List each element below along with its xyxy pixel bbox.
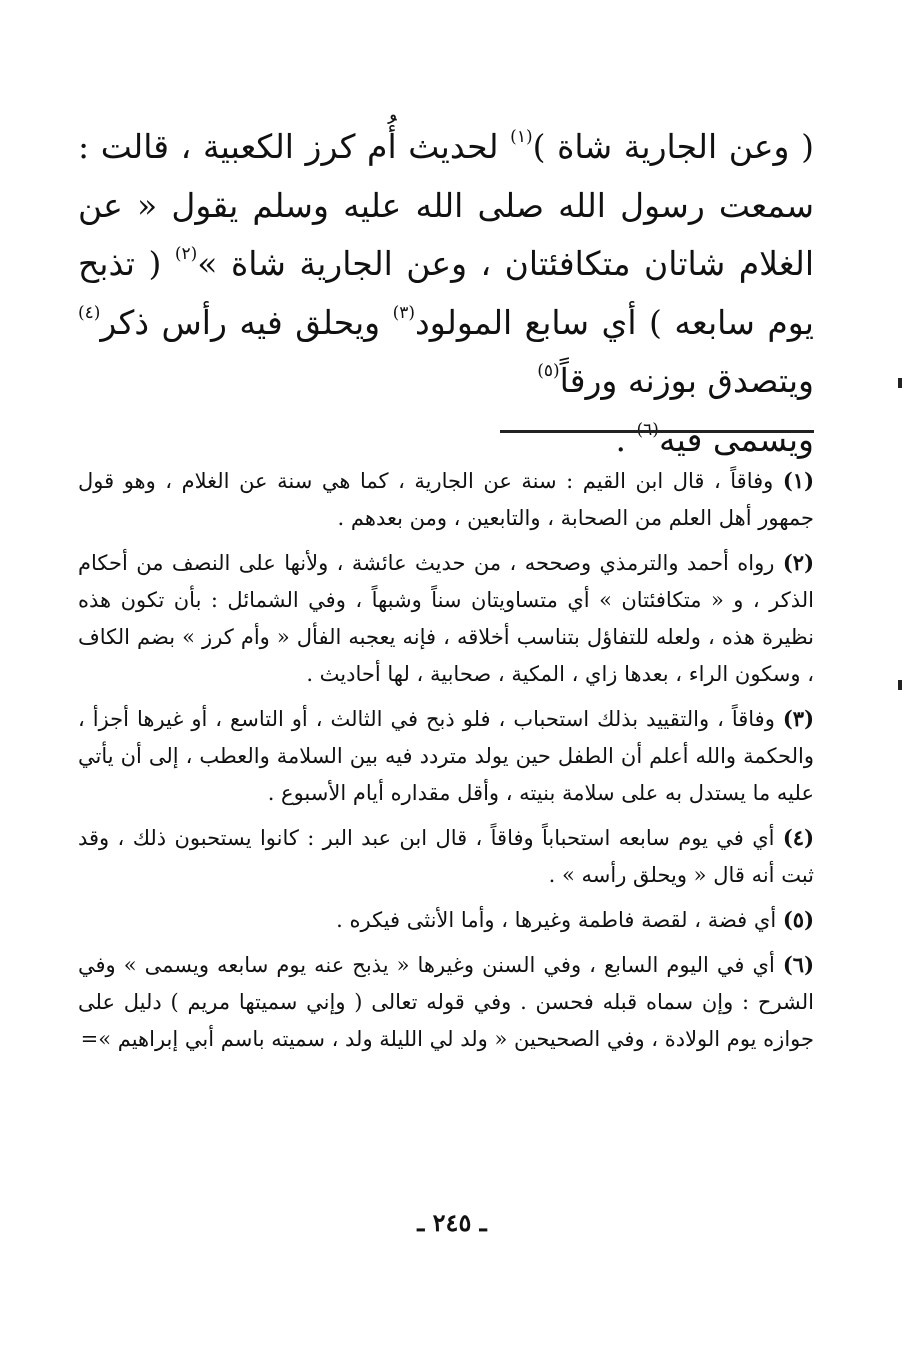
footnote-divider	[500, 430, 814, 433]
footnote-text: رواه أحمد والترمذي وصححه ، من حديث عائشة ، ولأنها على النصف من أحكام الذكر ، و « متكافئتان » أي متساويتان سناً وشبهاً ، وفي الشمائل : بأن تكون هذه نظيرة هذه ، ولعله للتفاؤل بتناسب أخلاقه ، فإنه يعجبه الفأل « وأم كرز » بضم الكاف ، وسكون الراء ، بعدها زاي ، المكية ، صحابية ، لها أحاديث .	[78, 551, 814, 686]
footnote-ref-3[interactable]: (٣)	[392, 302, 416, 323]
main-text-segment-4: ويحلق فيه رأس ذكر	[100, 302, 393, 342]
footnote-4	[78, 819, 814, 894]
footnote-number: (٦)	[782, 952, 814, 977]
footnote-number: (٤)	[782, 825, 814, 850]
footnote-text: وفاقاً ، والتقييد بذلك استحباب ، فلو ذبح في الثالث ، أو التاسع ، أو غيرها أجزأ ، والحكمة والله أعلم أن الطفل حين يولد متردد فيه بين السلامة والعطب ، إلى أن يأتي عليه ما يستدل به على سلامة بنيته ، وأقل مقداره أيام الأسبوع .	[78, 707, 814, 805]
main-text-segment-5: ويتصدق بوزنه ورقاً	[559, 361, 814, 400]
main-text-segment-6: ويسمى فيه	[658, 419, 814, 459]
footnotes-section	[78, 462, 814, 1065]
main-text-segment-2: لحديث أُم كرز الكعبية ، قالت : سمعت رسول الله صلى الله عليه وسلم يقول « عن الغلام شاتان متكافئتان ، وعن الجارية شاة »	[78, 127, 814, 283]
footnote-text: وفاقاً ، قال ابن القيم : سنة عن الجارية ، كما هي سنة عن الغلام ، وهو قول جمهور أهل العلم من الصحابة ، والتابعين ، ومن بعدهم .	[78, 469, 814, 530]
footnote-ref-1[interactable]: (١)	[510, 127, 533, 147]
footnote-6	[78, 946, 814, 1058]
footnote-5	[78, 901, 814, 939]
footnote-number: (٢)	[782, 550, 814, 575]
main-text-segment-7: .	[615, 419, 637, 459]
main-text-segment-3: ( تذبح يوم سابعه ) أي سابع المولود	[78, 244, 814, 342]
footnote-2	[78, 544, 814, 693]
footnote-ref-6[interactable]: (٦)	[636, 419, 659, 440]
footnote-ref-2[interactable]: (٢)	[174, 244, 198, 264]
main-text	[78, 118, 814, 469]
footnote-number: (٣)	[782, 706, 814, 731]
scan-edge-mark	[898, 680, 902, 690]
footnote-1	[78, 462, 814, 537]
main-text-segment-1: ( وعن الجارية شاة )	[532, 127, 814, 166]
footnote-ref-5[interactable]: (٥)	[537, 361, 560, 381]
footnote-text: أي فضة ، لقصة فاطمة وغيرها ، وأما الأنثى فيكره .	[336, 908, 783, 932]
footnote-3	[78, 700, 814, 812]
footnote-text: أي في اليوم السابع ، وفي السنن وغيرها « يذبح عنه يوم سابعه ويسمى » وفي الشرح : وإن سماه قبله فحسن . وفي قوله تعالى ( وإني سميتها مريم ) دليل على جوازه يوم الولادة ، وفي الصحيحين « ولد لي الليلة ولد ، سميته باسم أبي إبراهيم »=	[78, 953, 814, 1051]
footnote-number: (١)	[782, 468, 814, 493]
footnote-text: أي في يوم سابعه استحباباً وفاقاً ، قال ابن عبد البر : كانوا يستحبون ذلك ، وقد ثبت أنه قال « ويحلق رأسه » .	[78, 826, 814, 887]
footnote-number: (٥)	[782, 907, 814, 932]
page-number: ـ ٢٤٥ ـ	[417, 1208, 487, 1237]
footnote-ref-4[interactable]: (٤)	[78, 302, 101, 323]
scan-edge-mark	[898, 378, 902, 388]
